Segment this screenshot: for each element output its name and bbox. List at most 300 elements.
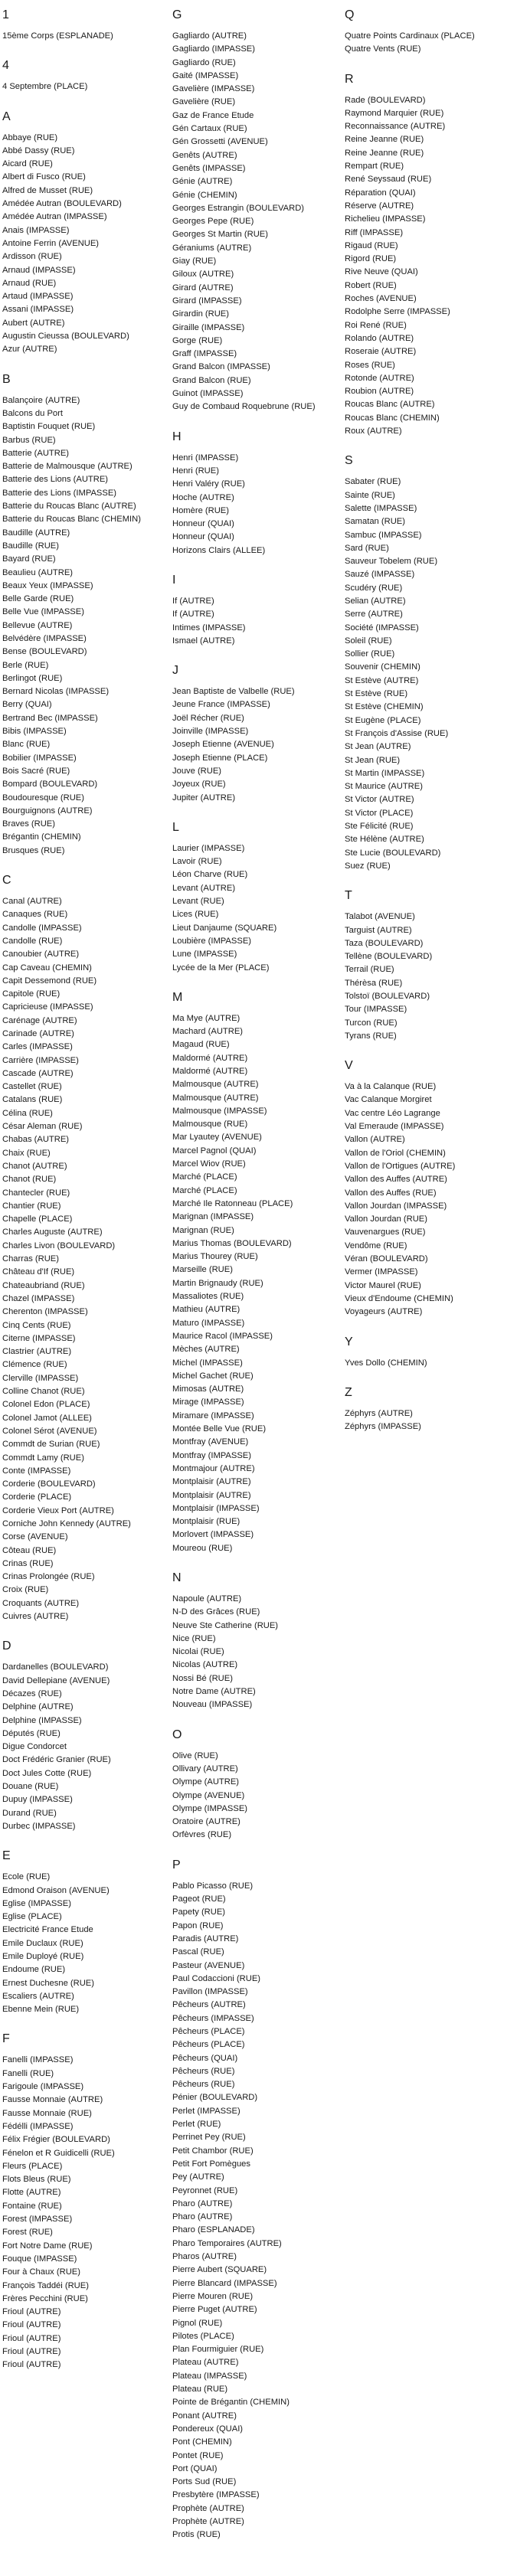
- street-list-item: Crinas Prolongée (RUE): [2, 1572, 95, 1582]
- index-section-d: [2, 1639, 167, 1833]
- street-list-item: Capit Dessemond (RUE): [2, 976, 97, 986]
- street-list-item: Commdt Lamy (RUE): [2, 1453, 84, 1463]
- street-list-item: Clémence (RUE): [2, 1360, 67, 1370]
- street-list-item: Prophète (AUTRE): [172, 2503, 244, 2513]
- street-list-item: Gaz de France Etude: [172, 110, 254, 120]
- street-list-item: Maurice Racol (IMPASSE): [172, 1331, 273, 1341]
- street-list: [172, 595, 342, 648]
- street-list-item: Honneur (QUAI): [172, 519, 234, 529]
- street-list: [2, 132, 167, 357]
- street-list-item: Chapelle (PLACE): [2, 1214, 73, 1224]
- index-section-t: [345, 888, 515, 1043]
- street-list-item: Reine Jeanne (RUE): [345, 135, 424, 145]
- street-list-item: Aubert (AUTRE): [2, 318, 65, 328]
- street-list-item: Marignan (RUE): [172, 1225, 234, 1235]
- street-list-item: Prophète (AUTRE): [172, 2516, 244, 2526]
- street-list-item: Eglise (PLACE): [2, 1912, 62, 1922]
- street-list-item: Voyageurs (AUTRE): [345, 1307, 423, 1317]
- street-list-item: Flots Bleus (RUE): [2, 2175, 71, 2185]
- street-list-item: Montfray (IMPASSE): [172, 1450, 251, 1460]
- section-letter-heading: B: [2, 372, 11, 386]
- street-list-item: Sambuc (IMPASSE): [345, 530, 422, 540]
- street-list-item: Fleurs (PLACE): [2, 2161, 63, 2171]
- street-list-item: Quatre Vents (RUE): [345, 44, 421, 54]
- street-list-item: Tyrans (RUE): [345, 1031, 397, 1041]
- street-list-item: Oratoire (AUTRE): [172, 1817, 241, 1827]
- street-list-item: Belvédère (IMPASSE): [2, 633, 87, 643]
- street-list-item: Suez (RUE): [345, 861, 391, 871]
- street-list-item: Fausse Monnaie (RUE): [2, 2108, 92, 2118]
- street-list-item: Georges Estrangin (BOULEVARD): [172, 203, 305, 213]
- street-list-item: Vauvenargues (RUE): [345, 1228, 426, 1237]
- street-list-item: Berlingot (RUE): [2, 673, 63, 683]
- street-list-item: Neuve Ste Catherine (RUE): [172, 1620, 279, 1630]
- street-list-item: Marseille (RUE): [172, 1265, 233, 1275]
- street-list-item: Mèches (AUTRE): [172, 1345, 240, 1355]
- street-list-item: Nicolas (AUTRE): [172, 1660, 238, 1670]
- street-list-item: Canaques (RUE): [2, 910, 68, 920]
- street-list-item: Baudille (AUTRE): [2, 528, 70, 538]
- street-list-item: Forest (RUE): [2, 2228, 53, 2238]
- street-list-item: Montplaisir (AUTRE): [172, 1477, 251, 1487]
- index-column-2: [172, 8, 342, 2558]
- street-list-item: Castellet (RUE): [2, 1082, 62, 1092]
- section-letter-heading: N: [172, 1571, 182, 1584]
- street-list-item: Charras (RUE): [2, 1254, 59, 1264]
- street-list-item: Presbytère (IMPASSE): [172, 2490, 260, 2500]
- street-list-item: Bourguignons (AUTRE): [2, 806, 93, 816]
- street-list-item: Canoubier (AUTRE): [2, 950, 80, 959]
- street-list-item: 15ème Corps (ESPLANADE): [2, 31, 113, 41]
- street-list-item: Gagliardo (AUTRE): [172, 31, 247, 41]
- street-list-item: Miramare (IMPASSE): [172, 1411, 254, 1420]
- street-list-item: Pêcheurs (PLACE): [172, 2027, 245, 2036]
- street-list-item: Pablo Picasso (RUE): [172, 1881, 254, 1891]
- street-list: [172, 30, 342, 414]
- street-list-item: Douane (RUE): [2, 1782, 59, 1792]
- street-list-item: Lune (IMPASSE): [172, 950, 237, 959]
- street-list-item: Balcons du Port: [2, 408, 63, 418]
- street-list-item: Baudille (RUE): [2, 541, 59, 551]
- street-list-item: César Aleman (RUE): [2, 1122, 83, 1132]
- street-list-item: Frioul (AUTRE): [2, 2333, 61, 2343]
- street-list-item: St Victor (AUTRE): [345, 795, 414, 805]
- street-list-item: Bense (BOULEVARD): [2, 647, 87, 657]
- street-list-item: Notre Dame (AUTRE): [172, 1687, 256, 1697]
- street-list-item: Rodolphe Serre (IMPASSE): [345, 307, 450, 317]
- street-list-item: Beaulieu (AUTRE): [2, 567, 74, 577]
- street-list-item: Sabater (RUE): [345, 477, 401, 487]
- street-list: [172, 452, 342, 557]
- section-letter-heading: F: [2, 2032, 10, 2046]
- street-list-item: Marcel Wiov (RUE): [172, 1159, 246, 1169]
- street-list-item: Bibis (IMPASSE): [2, 727, 67, 737]
- street-list-item: Gaité (IMPASSE): [172, 70, 239, 80]
- street-list-item: Nossi Bé (RUE): [172, 1673, 233, 1683]
- street-list-item: Ollivary (AUTRE): [172, 1764, 238, 1773]
- section-letter-heading: L: [172, 820, 179, 834]
- street-list-item: Pignol (RUE): [172, 2318, 223, 2328]
- street-list-item: Berry (QUAI): [2, 700, 52, 710]
- street-list-item: Fontaine (RUE): [2, 2201, 62, 2211]
- street-list-item: Montmajour (AUTRE): [172, 1463, 255, 1473]
- street-list-item: Machard (AUTRE): [172, 1027, 244, 1037]
- street-list: [2, 895, 167, 1623]
- street-list-item: Alfred de Musset (RUE): [2, 185, 93, 195]
- section-letter-heading: Z: [345, 1385, 352, 1399]
- street-list-item: Batterie du Roucas Blanc (CHEMIN): [2, 515, 141, 525]
- street-list: [345, 910, 515, 1043]
- street-list-item: Ste Hélène (AUTRE): [345, 835, 424, 845]
- street-list-item: Frioul (AUTRE): [2, 2307, 61, 2317]
- section-letter-heading: C: [2, 874, 11, 888]
- street-list-item: Olive (RUE): [172, 1751, 218, 1760]
- street-list-item: Michel (IMPASSE): [172, 1358, 243, 1368]
- street-list-item: Pilotes (PLACE): [172, 2331, 234, 2341]
- street-list-item: Balançoire (AUTRE): [2, 395, 80, 405]
- street-list-item: Bernard Nicolas (IMPASSE): [2, 687, 110, 697]
- street-list-item: Montplaisir (IMPASSE): [172, 1503, 260, 1513]
- street-list-item: Gén Cartaux (RUE): [172, 124, 247, 134]
- street-list-item: Cascade (AUTRE): [2, 1068, 74, 1078]
- street-list-item: Albert di Fusco (RUE): [2, 172, 86, 182]
- section-letter-heading: Y: [345, 1335, 353, 1348]
- street-list-item: Montplaisir (AUTRE): [172, 1490, 251, 1500]
- street-list-item: Levant (AUTRE): [172, 883, 236, 893]
- street-list-item: David Dellepiane (AVENUE): [2, 1675, 110, 1685]
- street-list-item: Ardisson (RUE): [2, 252, 62, 262]
- street-list-item: Maldormé (AUTRE): [172, 1067, 248, 1076]
- street-list-item: Giraille (IMPASSE): [172, 322, 245, 332]
- street-list-item: Fausse Monnaie (AUTRE): [2, 2095, 103, 2105]
- street-list-item: Société (IMPASSE): [345, 623, 419, 633]
- street-list-item: Cuivres (AUTRE): [2, 1612, 69, 1622]
- street-list-item: Marcel Pagnol (QUAI): [172, 1146, 257, 1156]
- street-list-item: Marché (PLACE): [172, 1185, 237, 1195]
- index-column-3: [345, 8, 515, 1449]
- street-list-item: Pasteur (AVENUE): [172, 1960, 245, 1970]
- street-list-item: Bompard (BOULEVARD): [2, 780, 98, 789]
- street-list-item: Arnaud (RUE): [2, 278, 57, 288]
- street-list-item: Homère (RUE): [172, 505, 229, 515]
- street-list-item: Fort Notre Dame (RUE): [2, 2241, 93, 2251]
- street-list-item: Lavoir (RUE): [172, 857, 222, 867]
- street-list-item: St Jean (RUE): [345, 755, 401, 765]
- street-list-item: Terrail (RUE): [345, 965, 394, 975]
- street-list-item: Pavillon (IMPASSE): [172, 1987, 248, 1997]
- index-section-q: [345, 8, 515, 57]
- street-list-item: Emile Duployé (RUE): [2, 1952, 84, 1961]
- street-list-item: Loubière (IMPASSE): [172, 936, 252, 946]
- street-list-item: Jouve (RUE): [172, 766, 222, 776]
- street-list-item: Brusques (RUE): [2, 845, 65, 855]
- section-letter-heading: Q: [345, 8, 355, 21]
- street-list-item: Croix (RUE): [2, 1585, 49, 1595]
- street-list-item: Cherenton (IMPASSE): [2, 1307, 88, 1317]
- street-list-item: Vieux d'Endoume (CHEMIN): [345, 1293, 453, 1303]
- street-list-item: Catalans (RUE): [2, 1095, 63, 1105]
- street-list-item: Yves Dollo (CHEMIN): [345, 1358, 427, 1368]
- street-list-item: Assani (IMPASSE): [2, 305, 74, 315]
- street-list-item: Joël Récher (RUE): [172, 713, 244, 723]
- street-list-item: Gagliardo (IMPASSE): [172, 44, 255, 54]
- street-list-item: Vallon (AUTRE): [345, 1135, 405, 1145]
- street-list-item: Olympe (AUTRE): [172, 1777, 240, 1787]
- street-list-item: Four à Chaux (RUE): [2, 2267, 80, 2277]
- street-list-item: Serre (AUTRE): [345, 610, 403, 619]
- street-list: [345, 30, 515, 57]
- street-list-item: Vallon de l'Ortigues (AUTRE): [345, 1161, 456, 1171]
- street-list-item: Pierre Mouren (RUE): [172, 2291, 254, 2301]
- street-list-item: Gorge (RUE): [172, 335, 223, 345]
- street-list-item: Bayard (RUE): [2, 554, 56, 564]
- street-list-item: Ebenne Mein (RUE): [2, 2005, 80, 2015]
- street-list-item: Amédée Autran (IMPASSE): [2, 212, 107, 222]
- street-list-item: Riff (IMPASSE): [345, 227, 404, 237]
- street-list-item: Pharo Temporaires (AUTRE): [172, 2238, 282, 2248]
- street-list: [345, 94, 515, 439]
- street-list-item: Vallon des Auffes (RUE): [345, 1188, 437, 1198]
- street-list-item: Moureou (RUE): [172, 1543, 233, 1553]
- street-list-item: Batterie de Malmousque (AUTRE): [2, 462, 133, 472]
- street-list-item: Lices (RUE): [172, 910, 219, 920]
- index-section-j: [172, 663, 342, 805]
- street-list-item: Escaliers (AUTRE): [2, 1991, 74, 2001]
- street-list-item: Va à la Calanque (RUE): [345, 1082, 437, 1092]
- street-list-item: Paul Codaccioni (RUE): [172, 1973, 261, 1983]
- street-list-item: Colonel Jamot (ALLEE): [2, 1413, 92, 1423]
- street-list-item: Corse (AVENUE): [2, 1532, 68, 1542]
- street-list-item: Célina (RUE): [2, 1108, 53, 1118]
- street-list-item: Malmousque (AUTRE): [172, 1080, 259, 1090]
- street-list-item: Rolando (AUTRE): [345, 333, 414, 343]
- section-letter-heading: 1: [2, 8, 9, 21]
- street-list-item: Roubion (AUTRE): [345, 387, 414, 397]
- street-list-item: Jupiter (AUTRE): [172, 793, 236, 803]
- street-list-item: Graff (IMPASSE): [172, 349, 237, 359]
- street-list-item: Dardanelles (BOULEVARD): [2, 1662, 109, 1672]
- street-list-item: Genêts (AUTRE): [172, 150, 237, 160]
- section-letter-heading: P: [172, 1858, 181, 1872]
- street-list-item: Ste Lucie (BOULEVARD): [345, 848, 441, 858]
- street-list-item: Sard (RUE): [345, 543, 389, 553]
- index-section-4: [2, 58, 167, 93]
- street-list-item: Samatan (RUE): [345, 517, 405, 527]
- street-list-item: Marignan (IMPASSE): [172, 1212, 254, 1222]
- index-section-c: [2, 873, 167, 1623]
- street-list-item: Pey (AUTRE): [172, 2172, 224, 2182]
- street-list-item: Barbus (RUE): [2, 435, 56, 445]
- street-list: [2, 80, 167, 93]
- street-list-item: Fouque (IMPASSE): [2, 2254, 77, 2264]
- street-list-item: Durand (RUE): [2, 1808, 57, 1818]
- street-list-item: Candolle (IMPASSE): [2, 923, 82, 933]
- street-list-item: Pierre Puget (AUTRE): [172, 2305, 257, 2315]
- section-letter-heading: J: [172, 664, 178, 678]
- street-list-item: Joinville (IMPASSE): [172, 727, 249, 737]
- street-list-item: Horizons Clairs (ALLEE): [172, 545, 266, 555]
- street-list-item: Port (QUAI): [172, 2463, 218, 2473]
- index-section-v: [345, 1058, 515, 1319]
- street-list-item: Canal (AUTRE): [2, 897, 62, 907]
- street-list-item: Plateau (RUE): [172, 2385, 228, 2395]
- street-list-item: St Jean (AUTRE): [345, 742, 411, 752]
- street-list: [345, 1357, 515, 1370]
- street-list: [345, 476, 515, 873]
- street-list-item: Azur (AUTRE): [2, 345, 57, 355]
- section-letter-heading: O: [172, 1728, 182, 1741]
- street-list: [172, 685, 342, 805]
- street-list-item: Papety (RUE): [172, 1907, 226, 1917]
- street-list-item: Guinot (IMPASSE): [172, 389, 244, 399]
- street-list-item: Robert (RUE): [345, 280, 397, 290]
- street-list-item: Montée Belle Vue (RUE): [172, 1424, 267, 1434]
- street-list-item: Carles (IMPASSE): [2, 1042, 73, 1052]
- street-list-item: Nice (RUE): [172, 1633, 216, 1643]
- street-list: [172, 842, 342, 975]
- street-list-item: Pêcheurs (AUTRE): [172, 2000, 246, 2010]
- street-list: [2, 1871, 167, 2016]
- street-list: [2, 394, 167, 858]
- index-section-o: [172, 1728, 342, 1842]
- street-list-item: Joyeux (RUE): [172, 780, 226, 789]
- street-list-item: Olympe (IMPASSE): [172, 1803, 248, 1813]
- street-list-item: Belle Garde (RUE): [2, 594, 74, 604]
- street-list-item: Durbec (IMPASSE): [2, 1821, 76, 1831]
- street-list-item: Intimes (IMPASSE): [172, 623, 246, 633]
- street-list-item: Pêcheurs (IMPASSE): [172, 2013, 254, 2023]
- street-list-item: Batterie (AUTRE): [2, 448, 70, 458]
- street-list-item: Pierre Aubert (SQUARE): [172, 2265, 267, 2275]
- street-list-item: Colonel Edon (PLACE): [2, 1400, 90, 1410]
- street-list-item: Pharo (ESPLANADE): [172, 2225, 255, 2235]
- street-list-item: Magaud (RUE): [172, 1040, 230, 1050]
- street-list-item: Plan Fourmiguier (RUE): [172, 2345, 264, 2355]
- street-list-item: St Eugène (PLACE): [345, 715, 421, 725]
- street-list-item: Capricieuse (IMPASSE): [2, 1002, 93, 1012]
- street-list-item: Montfray (AVENUE): [172, 1437, 249, 1447]
- street-list-item: Frioul (AUTRE): [2, 2360, 61, 2370]
- street-list-item: Abbé Dassy (RUE): [2, 145, 75, 155]
- section-letter-heading: 4: [2, 59, 9, 73]
- street-list-item: Députés (RUE): [2, 1728, 61, 1738]
- street-list-item: Petit Chambor (RUE): [172, 2146, 254, 2156]
- street-list-item: Antoine Ferrin (AVENUE): [2, 238, 100, 248]
- street-list-item: Clastrier (AUTRE): [2, 1347, 72, 1357]
- street-list-item: Cinq Cents (RUE): [2, 1320, 71, 1330]
- street-list-item: Ports Sud (RUE): [172, 2477, 237, 2487]
- street-list-item: Ma Mye (AUTRE): [172, 1013, 241, 1023]
- index-section-e: [2, 1849, 167, 2016]
- street-list-item: Lycée de la Mer (PLACE): [172, 963, 270, 973]
- street-list-item: Pharos (AUTRE): [172, 2252, 237, 2262]
- street-list-item: Corderie (BOULEVARD): [2, 1479, 96, 1489]
- street-list-item: Ecole (RUE): [2, 1872, 51, 1882]
- street-list-item: Forest (IMPASSE): [2, 2215, 73, 2225]
- street-list-item: Anais (IMPASSE): [2, 225, 70, 235]
- index-section-1: [2, 8, 167, 43]
- street-list-item: Braves (RUE): [2, 819, 55, 829]
- street-list-item: Souvenir (CHEMIN): [345, 662, 420, 672]
- section-letter-heading: V: [345, 1059, 353, 1073]
- street-list-item: Roses (RUE): [345, 360, 395, 370]
- street-list-item: Jean Baptiste de Valbelle (RUE): [172, 687, 295, 697]
- street-list-item: Bellevue (AUTRE): [2, 620, 73, 630]
- street-list-item: Crinas (RUE): [2, 1558, 54, 1568]
- street-list-item: Pointe de Brégantin (CHEMIN): [172, 2398, 290, 2408]
- street-list-item: Georges Pepe (RUE): [172, 217, 254, 227]
- street-list-item: Raymond Marquier (RUE): [345, 108, 444, 118]
- street-list-item: Carénage (AUTRE): [2, 1015, 77, 1025]
- street-list-item: Rigord (RUE): [345, 254, 397, 264]
- street-list-item: Henri Valéry (RUE): [172, 479, 245, 489]
- street-list-item: Lieut Danjaume (SQUARE): [172, 923, 277, 933]
- street-list-item: Aicard (RUE): [2, 159, 53, 169]
- street-list-item: Chantier (RUE): [2, 1201, 61, 1211]
- street-list-item: Grand Balcon (IMPASSE): [172, 362, 270, 372]
- street-list-item: Amédée Autran (BOULEVARD): [2, 199, 122, 209]
- street-list-item: Jeune France (IMPASSE): [172, 700, 270, 710]
- street-list-item: Marché Ile Ratonneau (PLACE): [172, 1198, 293, 1208]
- street-list-item: Vallon des Auffes (AUTRE): [345, 1175, 447, 1185]
- street-list: [172, 1880, 342, 2542]
- street-list-item: Sollier (RUE): [345, 649, 395, 659]
- street-list-item: Géraniums (AUTRE): [172, 243, 252, 253]
- street-list-item: Chaix (RUE): [2, 1148, 51, 1158]
- street-list-item: Sauveur Tobelem (RUE): [345, 557, 438, 567]
- street-list-item: Emile Duclaux (RUE): [2, 1938, 83, 1948]
- street-list-item: Papon (RUE): [172, 1921, 224, 1930]
- street-list-item: Tour (IMPASSE): [345, 1005, 407, 1015]
- street-list-item: Vallon Jourdan (IMPASSE): [345, 1201, 447, 1211]
- street-list-item: Malmousque (RUE): [172, 1120, 248, 1129]
- street-list-item: Croquants (AUTRE): [2, 1598, 80, 1608]
- street-list-item: Décazes (RUE): [2, 1688, 62, 1698]
- street-list-item: Marius Thomas (BOULEVARD): [172, 1238, 292, 1248]
- street-list-item: Rempart (RUE): [345, 162, 404, 172]
- street-list-item: Nicolai (RUE): [172, 1647, 224, 1657]
- section-letter-heading: G: [172, 8, 182, 21]
- street-list-item: Carinade (AUTRE): [2, 1029, 74, 1038]
- street-list-item: Félix Frégier (BOULEVARD): [2, 2135, 110, 2145]
- street-list-item: Salette (IMPASSE): [345, 503, 417, 513]
- street-list-item: Château d'If (RUE): [2, 1267, 75, 1277]
- street-list-item: Blanc (RUE): [2, 740, 51, 750]
- street-list-item: Corderie (PLACE): [2, 1492, 72, 1502]
- street-list-item: St François d'Assise (RUE): [345, 728, 449, 738]
- street-list-item: Morlovert (IMPASSE): [172, 1530, 254, 1540]
- street-list-item: Selian (AUTRE): [345, 596, 406, 606]
- street-list-item: Laurier (IMPASSE): [172, 843, 245, 853]
- street-list-item: Rotonde (AUTRE): [345, 373, 414, 383]
- index-section-z: [345, 1385, 515, 1434]
- street-list-item: Capitole (RUE): [2, 989, 61, 999]
- street-list-item: Réparation (QUAI): [345, 188, 416, 198]
- street-list-item: Massaliotes (RUE): [172, 1292, 244, 1302]
- street-list-item: Scudéry (RUE): [345, 583, 403, 593]
- street-list-item: Girard (AUTRE): [172, 283, 234, 293]
- street-list-item: Levant (RUE): [172, 897, 224, 907]
- street-list-item: Vac centre Léo Lagrange: [345, 1108, 440, 1118]
- index-column-1: [2, 8, 167, 2388]
- street-list-item: Pêcheurs (PLACE): [172, 2040, 245, 2050]
- street-list-item: Roches (AVENUE): [345, 294, 417, 304]
- street-list-item: Sainte (RUE): [345, 490, 395, 500]
- street-list: [2, 1661, 167, 1833]
- street-list-item: Mirage (IMPASSE): [172, 1398, 244, 1407]
- street-list-item: Farigoule (IMPASSE): [2, 2082, 84, 2092]
- street-list-item: Hoche (AUTRE): [172, 492, 234, 502]
